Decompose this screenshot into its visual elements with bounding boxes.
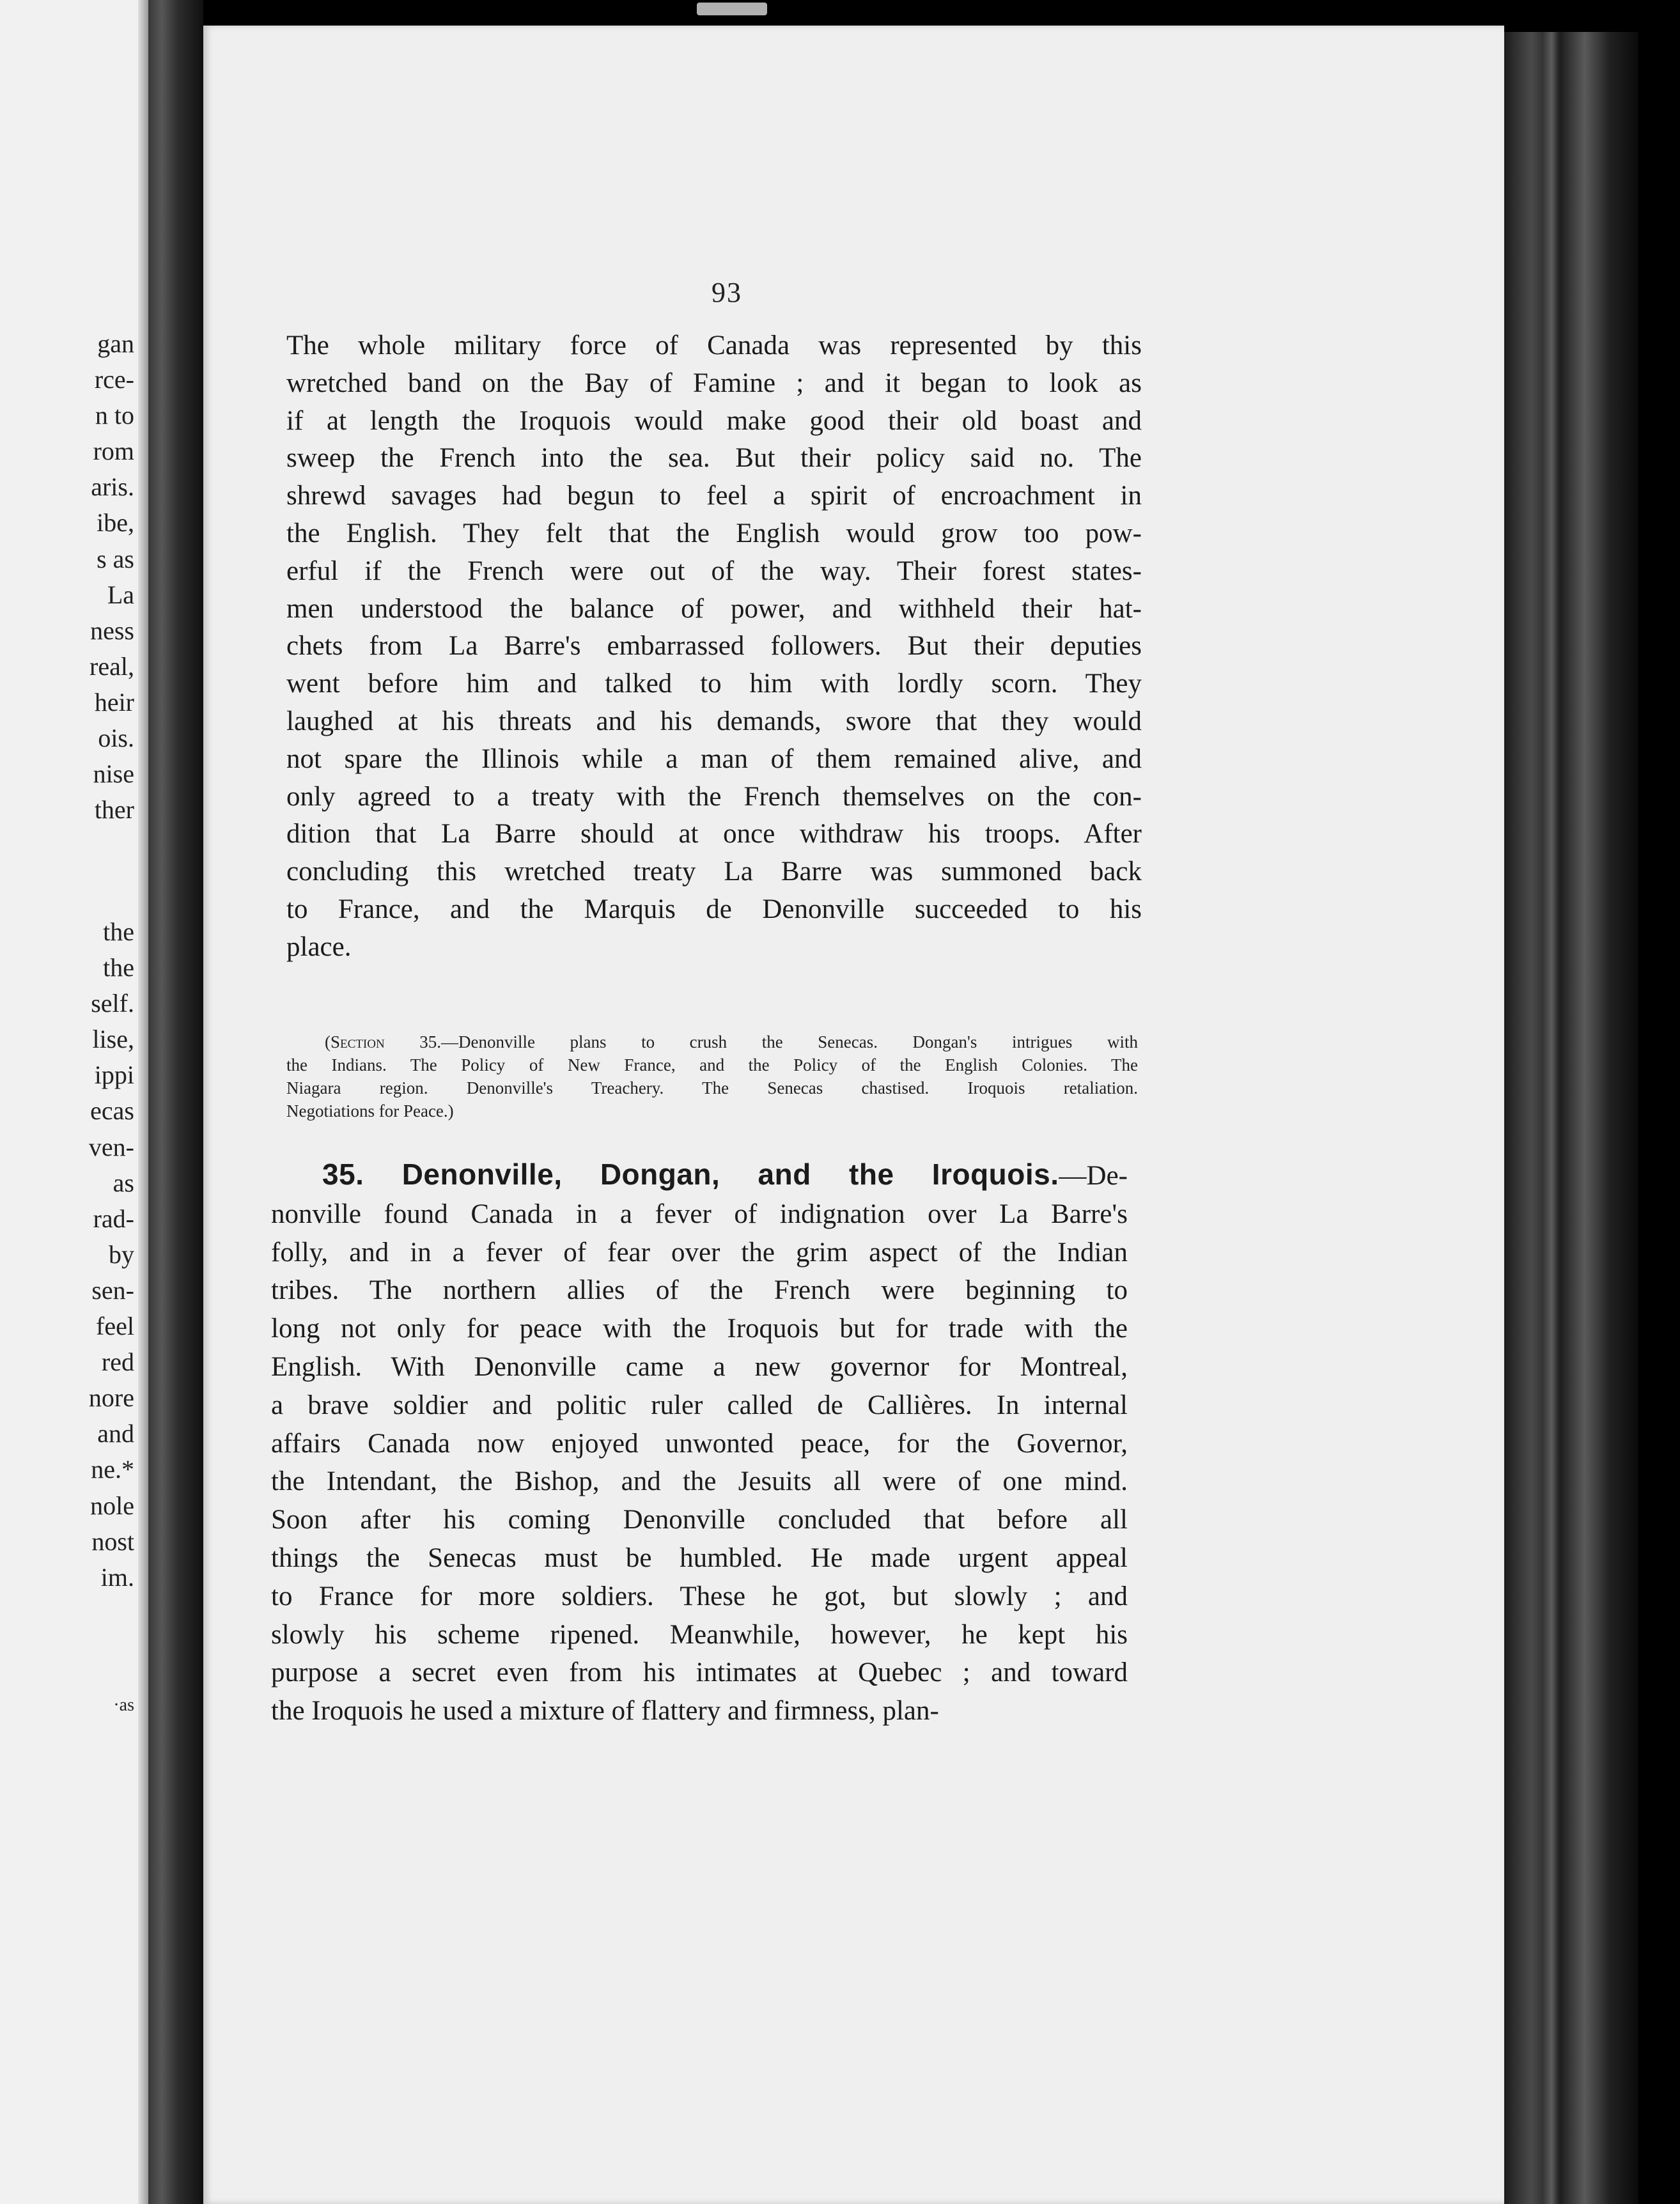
section-line: English. With Denonville came a new governor for Montreal, — [271, 1351, 1128, 1382]
section-heading: 35. Denonville, Dongan, and the Iroquois. — [322, 1158, 1059, 1191]
left-text-fragment: ibe, — [97, 508, 134, 538]
left-text-fragment: ecas — [90, 1096, 134, 1126]
left-text-fragment: ness — [90, 616, 134, 645]
paragraph-line: to France, and the Marquis de Denonville succeeded to his — [286, 894, 1142, 924]
left-text-fragment: nole — [90, 1491, 134, 1520]
section-line: Soon after his coming Denonville concluded that before all — [271, 1505, 1128, 1535]
section-line: nonville found Canada in a fever of indignation over La Barre's — [271, 1199, 1128, 1229]
section-line: slowly his scheme ripened. Meanwhile, however, he kept his — [271, 1619, 1128, 1650]
left-text-fragment: ois. — [98, 724, 134, 753]
left-page — [0, 0, 148, 2204]
left-text-fragment: rom — [93, 437, 134, 466]
left-text-fragment: n to — [95, 401, 134, 430]
left-page-edge-shadow — [138, 0, 148, 2204]
section-first-line — [271, 1156, 1128, 1195]
left-text-fragment: ther — [94, 795, 134, 825]
section-synopsis — [286, 1030, 1138, 1122]
paragraph-line: shrewd savages had begun to feel a spirit of encroachment in — [286, 481, 1142, 511]
left-text-fragment: red — [101, 1347, 134, 1377]
left-text-fragment: ippi — [94, 1060, 134, 1090]
left-text-fragment: ven- — [88, 1132, 134, 1161]
page-number: 93 — [712, 277, 742, 308]
section-35 — [271, 1156, 1128, 1730]
left-text-fragment: La — [107, 580, 134, 609]
left-text-fragment: rad- — [93, 1204, 134, 1233]
section-heading-continuation: —De- — [1059, 1161, 1128, 1191]
section-line: long not only for peace with the Iroquois but for trade with the — [271, 1314, 1128, 1344]
left-text-fragment: nise — [93, 759, 134, 789]
left-text-fragment: im. — [100, 1562, 134, 1592]
section-line: a brave soldier and politic ruler called de Callières. In internal — [271, 1390, 1128, 1420]
library-stamp-mark — [697, 3, 767, 15]
paragraph-line: not spare the Illinois while a man of them remained alive, and — [286, 743, 1142, 774]
left-text-fragment: ne.* — [91, 1455, 134, 1484]
paragraph-line: erful if the French were out of the way. Their forest states- — [286, 555, 1142, 586]
left-text-fragment: by — [109, 1239, 134, 1269]
section-line: the Intendant, the Bishop, and the Jesuits all were of one mind. — [271, 1466, 1128, 1497]
left-text-fragment: self. — [91, 989, 134, 1018]
left-text-fragment: rce- — [94, 365, 134, 394]
synopsis-line-text: 35.—Denonville plans to crush the Senecas. Dongan's intrigues with — [384, 1032, 1138, 1052]
paragraph-line: chets from La Barre's embarrassed followers. But their deputies — [286, 631, 1142, 662]
synopsis-line: Negotiations for Peace.) — [286, 1101, 454, 1121]
synopsis-line: (Section 35.—Denonville plans to crush the Senecas. Dongan's intrigues with — [325, 1032, 1138, 1052]
left-text-fragment: real, — [89, 651, 134, 681]
left-text-fragment: as — [113, 1168, 134, 1197]
left-text-fragment: aris. — [91, 472, 134, 502]
paragraph-line: The whole military force of Canada was represented by this — [286, 330, 1142, 361]
left-text-fragment: nost — [91, 1526, 134, 1556]
left-fragment-block-top — [89, 326, 134, 828]
paragraph-line: dition that La Barre should at once withdraw his troops. After — [286, 819, 1142, 850]
paragraph-line: wretched band on the Bay of Famine ; and it began to look as — [286, 368, 1142, 398]
synopsis-label: Section — [331, 1032, 385, 1052]
left-text-fragment: and — [97, 1419, 134, 1448]
paragraph-line: only agreed to a treaty with the French themselves on the con- — [286, 781, 1142, 812]
left-text-fragment: feel — [96, 1312, 134, 1341]
paragraph-line: sweep the French into the sea. But their policy said no. The — [286, 443, 1142, 474]
section-line: things the Senecas must be humbled. He made urgent appeal — [271, 1542, 1128, 1573]
paragraph-line: concluding this wretched treaty La Barre was summoned back — [286, 857, 1142, 887]
section-line: tribes. The northern allies of the French were beginning to — [271, 1275, 1128, 1306]
paragraph-line: the English. They felt that the English would grow too pow- — [286, 518, 1142, 548]
left-text-fragment: nore — [88, 1383, 134, 1413]
left-fragment-block-bottom — [89, 914, 134, 1595]
paragraph-line: men understood the balance of power, and withheld their hat- — [286, 593, 1142, 624]
left-text-fragment: s as — [97, 544, 134, 573]
fore-edge-sheen — [1543, 32, 1560, 2204]
left-text-fragment: the — [103, 953, 134, 982]
synopsis-line: the Indians. The Policy of New France, and the Policy of the English Colonies. The — [286, 1055, 1138, 1075]
paragraph-line: if at length the Iroquois would make good their old boast and — [286, 405, 1142, 436]
left-text-fragment: sen- — [91, 1275, 134, 1305]
section-line: folly, and in a fever of fear over the grim aspect of the Indian — [271, 1237, 1128, 1268]
left-text-fragment: heir — [94, 687, 134, 717]
paragraph-line: laughed at his threats and his demands, swore that they would — [286, 706, 1142, 736]
section-line: purpose a secret even from his intimates at Quebec ; and toward — [271, 1657, 1128, 1688]
paragraph-line: went before him and talked to him with lordly scorn. They — [286, 669, 1142, 699]
section-line: to France for more soldiers. These he got, but slowly ; and — [271, 1581, 1128, 1611]
book-gutter — [148, 0, 203, 2204]
section-line: the Iroquois he used a mixture of flattery and firmness, plan- — [271, 1696, 939, 1727]
section-line: affairs Canada now enjoyed unwonted peace, for the Governor, — [271, 1428, 1128, 1459]
left-text-fragment: lise, — [92, 1025, 134, 1054]
left-footnote-fragment: ·as — [113, 1695, 134, 1715]
left-footnote-fragment-text: as — [119, 1695, 134, 1715]
paragraph-line: place. — [286, 931, 352, 962]
main-paragraph — [286, 327, 1142, 966]
synopsis-line: Niagara region. Denonville's Treachery. The Senecas chastised. Iroquois retaliation. — [286, 1078, 1138, 1098]
left-text-fragment: the — [103, 917, 134, 946]
left-text-fragment: gan — [97, 329, 134, 358]
page-fore-edge — [1504, 32, 1638, 2204]
